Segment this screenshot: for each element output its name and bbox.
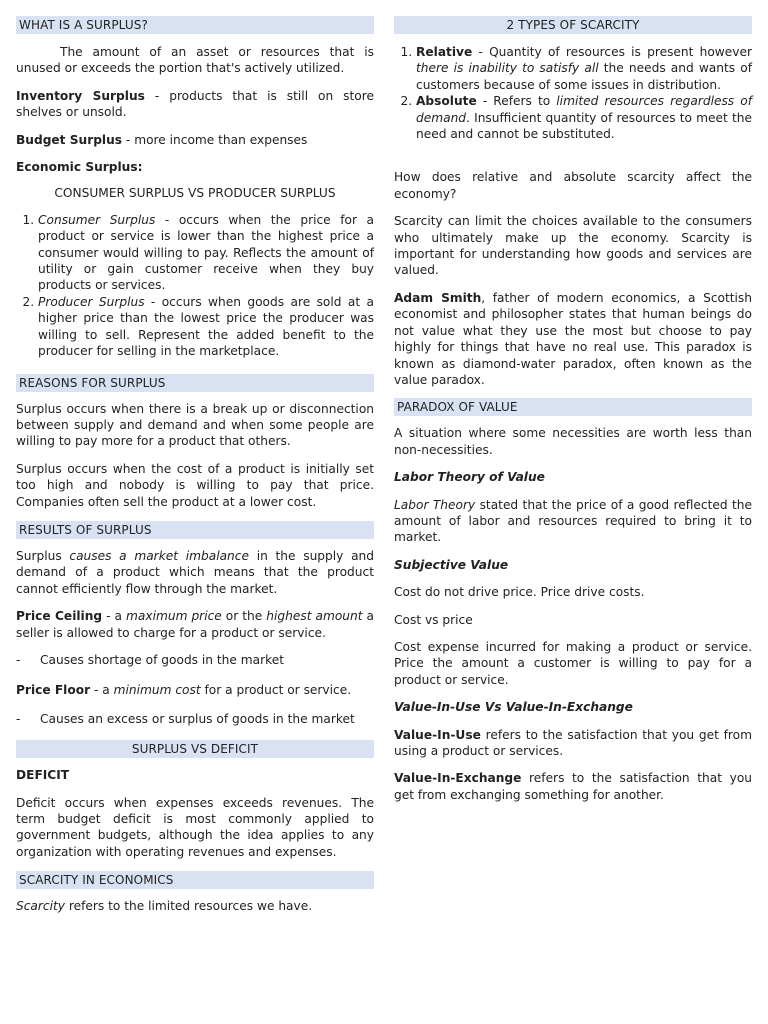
relative-text-b: the needs and wants of customers because of some issues in distribution. <box>416 61 752 92</box>
scarcity-types-list <box>394 44 752 142</box>
value-in-exchange-paragraph <box>394 770 752 803</box>
budget-surplus-definition: - more income than expenses <box>122 132 308 147</box>
section-header-types-of-scarcity: 2 TYPES OF SCARCITY <box>394 16 752 34</box>
value-in-exchange-term: Value-In-Exchange <box>394 771 522 786</box>
value-in-use-vs-exchange-title <box>394 699 752 715</box>
paradox-paragraph: A situation where some necessities are worth less than non-necessities. <box>394 426 752 457</box>
subjective-value-title <box>394 557 752 573</box>
scarcity-definition-text: refers to the limited resources we have. <box>65 899 313 914</box>
left-column <box>16 16 374 915</box>
price-ceiling-text-c: a seller is allowed to charge for a product or service. <box>16 609 374 640</box>
labor-theory-title <box>394 469 752 485</box>
subjective-value-paragraph-1: Cost do not drive price. Price drive costs. <box>394 585 645 600</box>
absolute-emphasis: limited resources regardless of demand <box>416 94 752 125</box>
scarcity-question: How does relative and absolute scarcity affect the economy? <box>394 170 752 201</box>
absolute-term: Absolute <box>416 94 477 109</box>
price-floor-emphasis: minimum cost <box>113 683 201 698</box>
value-in-use-definition: refers to the satisfaction that you get from using a product or services. <box>394 727 752 758</box>
price-ceiling-term: Price Ceiling <box>16 609 103 624</box>
scarcity-term: Scarcity <box>16 899 65 914</box>
scarcity-impact-paragraph: Scarcity can limit the choices available to the consumers who ultimately make up the economy. Scarcity is important for understanding how goods and services are valued. <box>394 214 752 278</box>
relative-emphasis: there is inability to satisfy all <box>416 61 599 76</box>
list-item-consumer-surplus <box>38 212 374 294</box>
price-floor-text-b: for a product or service. <box>200 683 352 698</box>
dash-marker: - <box>16 711 21 726</box>
section-header-reasons-for-surplus: REASONS FOR SURPLUS <box>16 374 374 392</box>
section-header-surplus-vs-deficit: SURPLUS VS DEFICIT <box>16 740 374 758</box>
consumer-surplus-definition: - occurs when the price for a product or service is lower than the highest price a consumer would willing to pay. Reflects the amount of utility or gain customer receive when they buy products or services. <box>38 212 374 293</box>
adam-smith-text: , father of modern economics, a Scottish economist and philosopher states that human beings do not value what they use the most but choose to pay highly for things that have no real use. This paradox is known as diamond-water paradox, often known as the value paradox. <box>394 290 752 387</box>
consumer-surplus-term: Consumer Surplus <box>38 212 156 227</box>
labor-theory-paragraph <box>394 497 752 546</box>
value-in-use-paragraph <box>394 727 752 760</box>
price-ceiling-text-b: or the <box>221 609 267 624</box>
price-floor-bullet-text: Causes an excess or surplus of goods in the market <box>40 711 355 726</box>
list-item-producer-surplus <box>38 294 374 360</box>
labor-theory-title-text: Labor Theory of Value <box>394 470 545 485</box>
section-header-what-is-surplus: WHAT IS A SURPLUS? <box>16 16 374 34</box>
relative-term: Relative <box>416 45 473 59</box>
value-in-use-term: Value-In-Use <box>394 727 481 742</box>
right-column <box>394 16 752 803</box>
relative-text-a: - Quantity of resources is present however <box>472 45 752 59</box>
price-floor-text-a: - a <box>90 683 114 698</box>
results-text-b: in the supply and demand of a product which means that the product cannot efficiently flow through the market. <box>16 548 374 596</box>
surplus-definition: The amount of an asset or resources that is unused or exceeds the portion that's actively utilized. <box>16 45 374 76</box>
reasons-paragraph-2: Surplus occurs when the cost of a product is initially set too high and nobody is willing to pay that price. Companies often sell the product at a lower cost. <box>16 461 374 509</box>
consumer-vs-producer-subheading: CONSUMER SURPLUS VS PRODUCER SURPLUS <box>54 186 336 201</box>
producer-surplus-term: Producer Surplus <box>38 294 145 309</box>
list-item-relative <box>416 44 752 93</box>
deficit-title-text: DEFICIT <box>16 768 70 783</box>
value-in-exchange-definition: refers to the satisfaction that you get from exchanging something for another. <box>394 771 752 802</box>
results-paragraph <box>16 548 374 597</box>
reasons-paragraph-1: Surplus occurs when there is a break up or disconnection between supply and demand and when some people are willing to pay more for a product that others. <box>16 401 374 449</box>
price-ceiling-paragraph <box>16 608 374 641</box>
absolute-text-a: - Refers to <box>476 94 557 109</box>
list-item-absolute <box>416 93 752 142</box>
inventory-surplus-definition: - products that is still on store shelves or unsold. <box>16 88 374 120</box>
inventory-surplus-term: Inventory Surplus <box>16 88 145 103</box>
adam-smith-paragraph <box>394 290 752 388</box>
results-text-emphasis: causes a market imbalance <box>69 548 249 563</box>
price-floor-term: Price Floor <box>16 683 91 698</box>
price-ceiling-emphasis-1: maximum price <box>126 609 222 624</box>
surplus-types-list <box>16 212 374 360</box>
value-in-use-vs-exchange-title-text: Value-In-Use Vs Value-In-Exchange <box>394 700 633 715</box>
subjective-value-title-text: Subjective Value <box>394 557 509 572</box>
inventory-surplus-paragraph <box>16 88 374 121</box>
budget-surplus-term: Budget Surplus <box>16 132 123 147</box>
adam-smith-term: Adam Smith <box>394 290 482 305</box>
budget-surplus-paragraph <box>16 132 374 148</box>
scarcity-definition <box>16 898 374 914</box>
economic-surplus-heading <box>16 159 374 175</box>
deficit-paragraph: Deficit occurs when expenses exceeds revenues. The term budget deficit is most commonly applied to government budgets, although the idea applies to any organization with operating revenues and expenses. <box>16 795 374 859</box>
dash-marker: - <box>16 652 21 667</box>
price-ceiling-bullet <box>16 652 374 668</box>
price-floor-paragraph <box>16 682 374 698</box>
subjective-value-paragraph-2: Cost vs price <box>394 612 473 627</box>
economic-surplus-term: Economic Surplus: <box>16 160 143 175</box>
section-header-scarcity-in-economics: SCARCITY IN ECONOMICS <box>16 871 374 889</box>
absolute-text-b: . Insufficient quantity of resources to meet the need and cannot be substituted. <box>416 110 752 142</box>
price-ceiling-text-a: - a <box>102 609 127 624</box>
section-header-paradox-of-value: PARADOX OF VALUE <box>394 398 752 416</box>
price-ceiling-emphasis-2: highest amount <box>266 609 363 624</box>
labor-theory-text: stated that the price of a good reflected the amount of labor and resources required to bring it to market. <box>394 497 752 545</box>
price-floor-bullet <box>16 711 374 727</box>
labor-theory-term: Labor Theory <box>394 497 476 512</box>
deficit-title <box>16 767 374 783</box>
price-ceiling-bullet-text: Causes shortage of goods in the market <box>40 652 285 667</box>
section-header-results-of-surplus: RESULTS OF SURPLUS <box>16 521 374 539</box>
producer-surplus-definition: - occurs when goods are sold at a higher price than the lowest price the producer was willing to sell. Represent the added benefit to the producer for selling in the marketplace. <box>38 294 374 359</box>
subjective-value-paragraph-3: Cost expense incurred for making a product or service. Price the amount a customer is willing to pay for a product or service. <box>394 639 752 687</box>
results-text-a: Surplus <box>16 548 70 563</box>
